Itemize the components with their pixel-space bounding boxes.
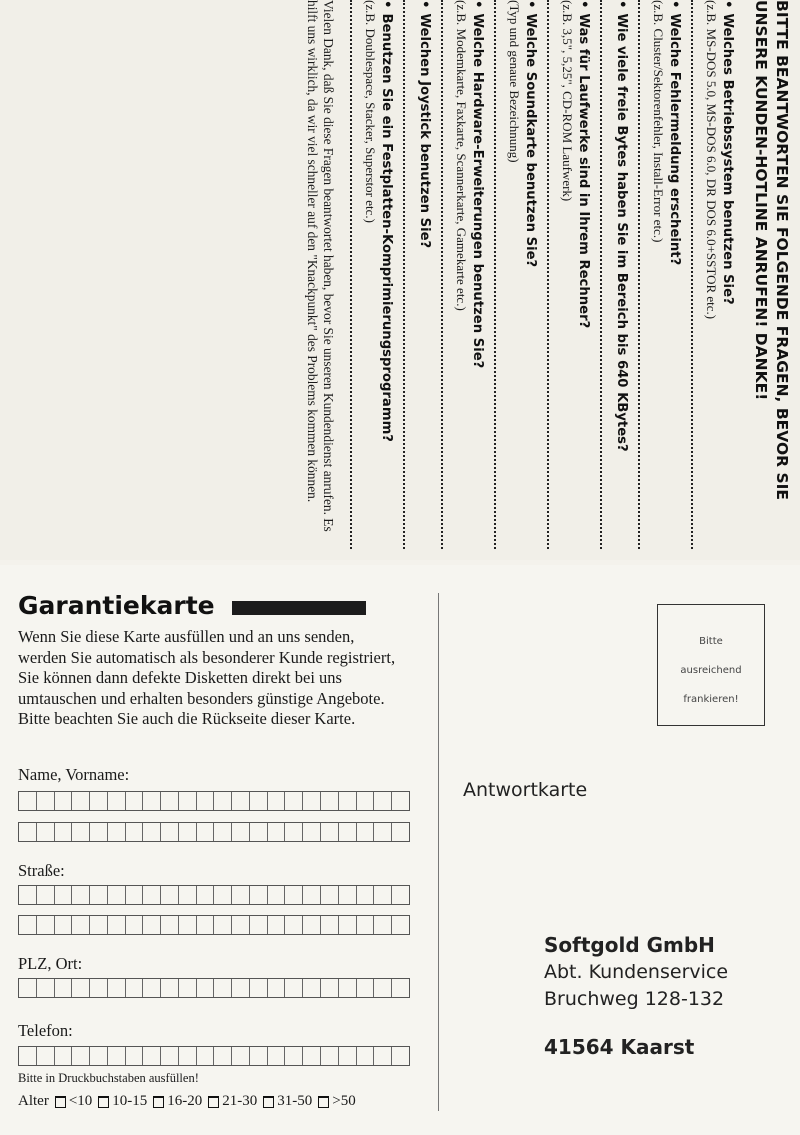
question-hint: (z.B. MS-DOS 5.0, MS-DOS 6.0, DR DOS 6.0+SSTOR etc.) (704, 0, 719, 320)
question-hardware: •Welche Hardware-Erweiterungen benutzen Sie? (z.B. Modemkarte, Faxkarte, Scannerkarte, Gamekarte etc.) (441, 0, 486, 549)
age-option[interactable]: 21-30 (208, 1093, 257, 1110)
age-option[interactable]: 31-50 (263, 1093, 312, 1110)
answer-line[interactable] (547, 0, 555, 549)
checkbox-icon[interactable] (208, 1096, 219, 1108)
question-hint: (z.B. Cluster/Sektorenfehler, Install-Error etc.) (651, 0, 666, 243)
age-selector (18, 1093, 356, 1110)
checkbox-icon[interactable] (55, 1096, 66, 1108)
checkbox-icon[interactable] (98, 1096, 109, 1108)
city-field[interactable] (18, 978, 410, 998)
phone-field[interactable] (18, 1046, 410, 1066)
question-title: Welches Betriebssystem benutzen Sie? (720, 13, 735, 305)
question-drives: •Was für Laufwerke sind in Ihrem Rechner? (z.B. 3,5", 5,25", CD-ROM Laufwerk) (547, 0, 592, 549)
answer-line[interactable] (691, 0, 699, 549)
card-intro: Wenn Sie diese Karte ausfüllen und an uns senden, werden Sie automatisch als besonderer Kunde registriert, Sie können dann defekte Disketten direkt bei uns umtauschen und erhalten besonders günstige Angebote. Bitte beachten Sie auch die Rückseite dieser Karte. (18, 627, 396, 728)
age-label: Alter (18, 1093, 49, 1109)
age-option[interactable]: >50 (318, 1093, 355, 1110)
question-hint: (z.B. Doublespace, Stacker, Superstor etc.) (363, 0, 378, 223)
question-title: Wie viele freie Bytes haben Sie im Bereich bis 640 KBytes? (614, 13, 629, 452)
title-bar-decoration (232, 601, 366, 615)
question-title: Was für Laufwerke sind in Ihrem Rechner? (576, 13, 591, 329)
questionnaire-rotated (10, 0, 800, 555)
question-hint: (z.B. 3,5", 5,25", CD-ROM Laufwerk) (560, 0, 575, 202)
company-name: Softgold GmbH (544, 933, 715, 957)
city-label: PLZ, Ort: (18, 954, 83, 973)
phone-label: Telefon: (18, 1021, 73, 1040)
answer-line[interactable] (600, 0, 608, 549)
checkbox-icon[interactable] (153, 1096, 164, 1108)
postal-city: 41564 Kaarst (544, 1035, 695, 1059)
question-title: Benutzen Sie ein Festplatten-Komprimierungsprogramm? (379, 13, 394, 442)
recipient-address (544, 932, 728, 1013)
question-title: Welche Fehlermeldung erscheint? (667, 13, 682, 266)
street-field-row-1[interactable] (18, 885, 410, 905)
card-divider (438, 593, 439, 1111)
answer-card-label: Antwortkarte (463, 779, 588, 801)
card-title: Garantiekarte (18, 591, 215, 620)
street-field-row-2[interactable] (18, 915, 410, 935)
age-option[interactable]: <10 (55, 1093, 92, 1110)
question-title: Welche Soundkarte benutzen Sie? (523, 13, 538, 268)
answer-line[interactable] (441, 0, 449, 549)
question-soundcard: •Welche Soundkarte benutzen Sie? (Typ und genaue Bezeichnung) (494, 0, 539, 549)
question-hint: (z.B. Modemkarte, Faxkarte, Scannerkarte, Gamekarte etc.) (454, 0, 469, 311)
question-title: Welche Hardware-Erweiterungen benutzen Sie? (470, 13, 485, 369)
questionnaire-section (0, 0, 800, 560)
name-field-row-1[interactable] (18, 791, 410, 811)
checkbox-icon[interactable] (318, 1096, 329, 1108)
question-free-bytes: •Wie viele freie Bytes haben Sie im Bereich bis 640 KBytes? (600, 0, 630, 549)
answer-line[interactable] (638, 0, 646, 549)
name-label: Name, Vorname: (18, 765, 130, 784)
street-label: Straße: (18, 861, 65, 880)
department: Abt. Kundenservice (544, 961, 729, 983)
answer-line[interactable] (350, 0, 358, 549)
checkbox-icon[interactable] (263, 1096, 274, 1108)
age-option[interactable]: 10-15 (98, 1093, 147, 1110)
answer-line[interactable] (494, 0, 502, 549)
thanks-text: Vielen Dank, daß Sie diese Fragen beantwortet haben, bevor Sie unseren Kundendienst anrufen. Es hilft uns wirklich, da wir viel schneller auf den "Knackpunkt" des Problems kommen können. (305, 0, 336, 532)
question-os: •Welches Betriebssystem benutzen Sie? (z.B. MS-DOS 5.0, MS-DOS 6.0, DR DOS 6.0+SSTOR etc.) (691, 0, 736, 549)
questionnaire-heading: BITTE BEANTWORTEN SIE FOLGENDE FRAGEN, BEVOR SIE UNSERE KUNDEN-HOTLINE ANRUFEN! DANKE! (752, 0, 791, 500)
age-option[interactable]: 16-20 (153, 1093, 202, 1110)
question-hint: (Typ und genaue Bezeichnung) (507, 0, 522, 163)
answer-line[interactable] (403, 0, 411, 549)
question-compression: •Benutzen Sie ein Festplatten-Komprimierungsprogramm? (z.B. Doublespace, Stacker, Superstor etc.) (350, 0, 395, 549)
warranty-card (0, 565, 800, 1135)
question-joystick: •Welchen Joystick benutzen Sie? (403, 0, 433, 549)
stamp-box: Bitte ausreichend frankieren! (657, 604, 765, 726)
question-error: •Welche Fehlermeldung erscheint? (z.B. Cluster/Sektorenfehler, Install-Error etc.) (638, 0, 683, 549)
question-title: Welchen Joystick benutzen Sie? (417, 13, 432, 249)
street-address: Bruchweg 128-132 (544, 988, 725, 1010)
name-field-row-2[interactable] (18, 822, 410, 842)
print-instruction: Bitte in Druckbuchstaben ausfüllen! (18, 1071, 199, 1085)
